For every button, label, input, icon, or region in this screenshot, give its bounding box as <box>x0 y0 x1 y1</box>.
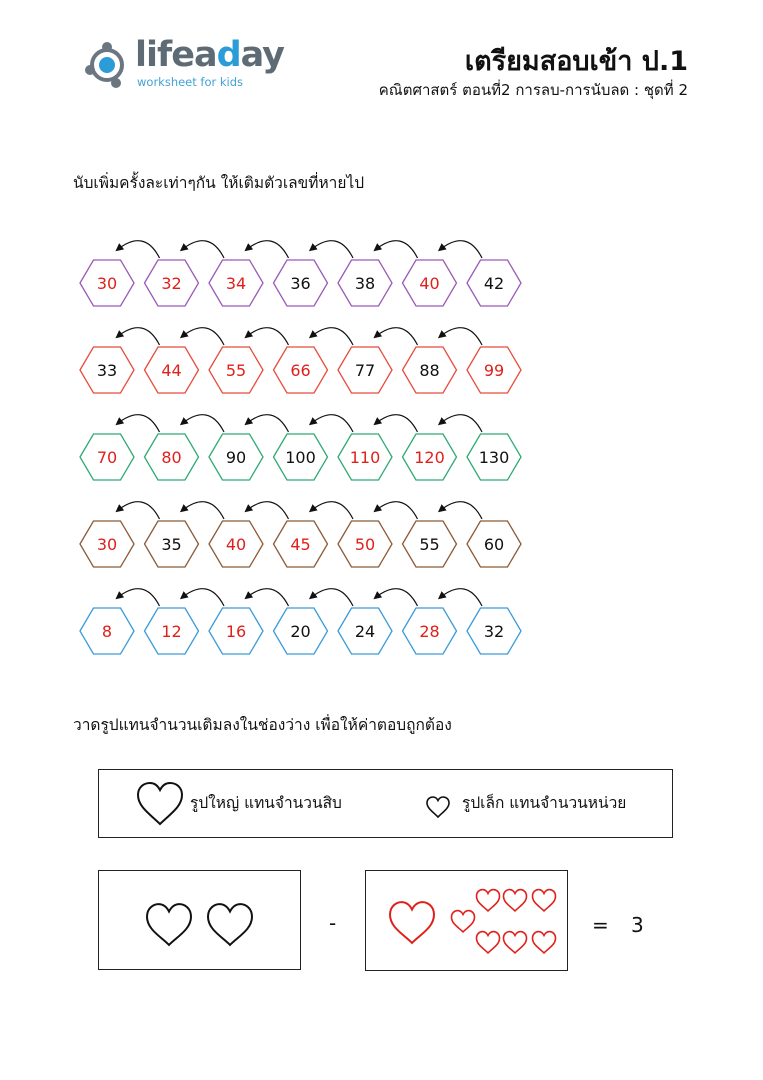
hexagon-number: 70 <box>96 448 118 467</box>
hexagon-number: 50 <box>354 535 376 554</box>
number-hexagon <box>274 434 328 480</box>
number-hexagon[interactable] <box>80 521 134 567</box>
hexagon-number: 110 <box>349 448 381 467</box>
small-heart-icon <box>504 890 527 911</box>
number-hexagon <box>274 260 328 306</box>
count-arrow <box>311 502 354 519</box>
number-hexagon[interactable] <box>274 521 328 567</box>
count-arrow <box>246 415 289 432</box>
count-arrow <box>440 502 483 519</box>
number-hexagon <box>338 260 392 306</box>
number-hexagon[interactable] <box>209 347 263 393</box>
number-hexagon <box>403 347 457 393</box>
hexagon-number: 77 <box>354 361 376 380</box>
count-arrow <box>117 415 160 432</box>
small-heart-icon <box>452 911 475 932</box>
minus-sign: - <box>329 911 337 935</box>
legend-big-label: รูปใหญ่ แทนจำนวนสิบ <box>190 794 342 812</box>
count-arrow <box>246 328 289 345</box>
hexagon-number: 32 <box>161 274 182 293</box>
page-subtitle: คณิตศาสตร์ ตอนที่2 การลบ-การนับลด : ชุดที่ 2 <box>378 81 688 99</box>
hexagon-number: 12 <box>161 622 182 641</box>
number-hexagon[interactable] <box>209 521 263 567</box>
hexagon-number: 55 <box>419 535 440 554</box>
hexagon-number: 88 <box>419 361 440 380</box>
count-arrow <box>440 589 483 606</box>
number-hexagon[interactable] <box>338 434 392 480</box>
equals-sign: = <box>592 913 609 937</box>
page-title: เตรียมสอบเข้า ป.1 <box>464 46 688 77</box>
number-hexagon[interactable] <box>274 347 328 393</box>
count-arrow <box>117 241 160 258</box>
number-hexagon[interactable] <box>145 434 199 480</box>
hexagon-number: 100 <box>285 448 316 467</box>
hexagon-number: 99 <box>483 361 505 380</box>
hexagon-number: 55 <box>225 361 247 380</box>
hexagon-number: 66 <box>290 361 311 380</box>
number-hexagon <box>80 347 134 393</box>
big-heart-icon <box>147 904 191 945</box>
count-arrow <box>182 589 225 606</box>
hexagon-number: 24 <box>354 622 376 641</box>
hexagon-number: 80 <box>161 448 182 467</box>
number-hexagon[interactable] <box>403 434 457 480</box>
hexagon-number: 8 <box>101 622 113 641</box>
subtrahend-hearts <box>365 870 568 971</box>
big-heart-icon <box>208 904 252 945</box>
hexagon-number: 36 <box>290 274 311 293</box>
number-hexagon <box>403 521 457 567</box>
hexagon-number: 40 <box>225 535 247 554</box>
number-hexagon <box>338 608 392 654</box>
number-hexagon <box>274 608 328 654</box>
small-heart-icon <box>533 890 556 911</box>
small-heart-icon <box>477 890 500 911</box>
hexagon-number: 20 <box>290 622 311 641</box>
count-arrow <box>246 589 289 606</box>
small-heart-icon <box>477 932 500 953</box>
number-hexagon[interactable] <box>80 260 134 306</box>
legend-small-label: รูปเล็ก แทนจำนวนหน่วย <box>462 794 627 812</box>
count-arrow <box>311 241 354 258</box>
big-heart-icon <box>135 780 185 828</box>
count-arrow <box>440 415 483 432</box>
number-hexagon <box>467 608 521 654</box>
sequence-instruction: นับเพิ่มครั้งละเท่าๆกัน ให้เติมตัวเลขที่หายไป <box>73 174 365 192</box>
count-arrow <box>440 241 483 258</box>
count-arrow <box>117 589 160 606</box>
hexagon-number: 38 <box>354 274 376 293</box>
number-hexagon[interactable] <box>145 260 199 306</box>
logo-icon <box>82 40 132 90</box>
count-arrow <box>440 328 483 345</box>
sequence-grid <box>60 225 540 665</box>
count-arrow <box>182 328 225 345</box>
number-hexagon[interactable] <box>467 347 521 393</box>
count-arrow <box>182 415 225 432</box>
number-hexagon <box>338 347 392 393</box>
count-arrow <box>311 415 354 432</box>
number-hexagon <box>467 434 521 480</box>
hexagon-number: 34 <box>225 274 247 293</box>
count-arrow <box>375 589 418 606</box>
count-arrow <box>375 328 418 345</box>
count-arrow <box>117 328 160 345</box>
number-hexagon <box>145 521 199 567</box>
heart-instruction: วาดรูปแทนจำนวนเติมลงในช่องว่าง เพื่อให้ค่าตอบถูกต้อง <box>73 716 452 734</box>
count-arrow <box>375 415 418 432</box>
number-hexagon[interactable] <box>403 608 457 654</box>
hexagon-number: 44 <box>161 361 182 380</box>
hexagon-number: 28 <box>419 622 440 641</box>
hexagon-number: 130 <box>478 448 510 467</box>
big-heart-icon <box>390 902 434 943</box>
count-arrow <box>246 241 289 258</box>
number-hexagon[interactable] <box>403 260 457 306</box>
hexagon-number: 30 <box>96 274 118 293</box>
count-arrow <box>311 328 354 345</box>
count-arrow <box>182 502 225 519</box>
count-arrow <box>182 241 225 258</box>
number-hexagon[interactable] <box>209 260 263 306</box>
count-arrow <box>375 502 418 519</box>
hexagon-number: 16 <box>225 622 247 641</box>
count-arrow <box>246 502 289 519</box>
number-hexagon[interactable] <box>80 434 134 480</box>
small-heart-icon <box>533 932 556 953</box>
number-hexagon[interactable] <box>80 608 134 654</box>
number-hexagon[interactable] <box>145 608 199 654</box>
hexagon-number: 42 <box>483 274 505 293</box>
hexagon-number: 32 <box>483 622 505 641</box>
small-heart-icon <box>504 932 527 953</box>
logo-wordmark: lifeaday <box>135 35 284 75</box>
hexagon-number: 60 <box>483 535 505 554</box>
hexagon-number: 35 <box>161 535 182 554</box>
hexagon-number: 120 <box>414 448 445 467</box>
hexagon-number: 30 <box>96 535 118 554</box>
number-hexagon <box>209 434 263 480</box>
number-hexagon[interactable] <box>209 608 263 654</box>
count-arrow <box>117 502 160 519</box>
result-value: 3 <box>631 913 644 937</box>
hexagon-number: 90 <box>225 448 247 467</box>
hexagon-number: 45 <box>290 535 311 554</box>
number-hexagon <box>467 260 521 306</box>
hexagon-number: 40 <box>419 274 440 293</box>
minuend-hearts <box>98 870 301 970</box>
hexagon-number: 33 <box>96 361 118 380</box>
number-hexagon[interactable] <box>145 347 199 393</box>
number-hexagon[interactable] <box>338 521 392 567</box>
logo-tagline: worksheet for kids <box>137 75 244 89</box>
count-arrow <box>375 241 418 258</box>
count-arrow <box>311 589 354 606</box>
small-heart-icon <box>425 795 451 819</box>
number-hexagon <box>467 521 521 567</box>
